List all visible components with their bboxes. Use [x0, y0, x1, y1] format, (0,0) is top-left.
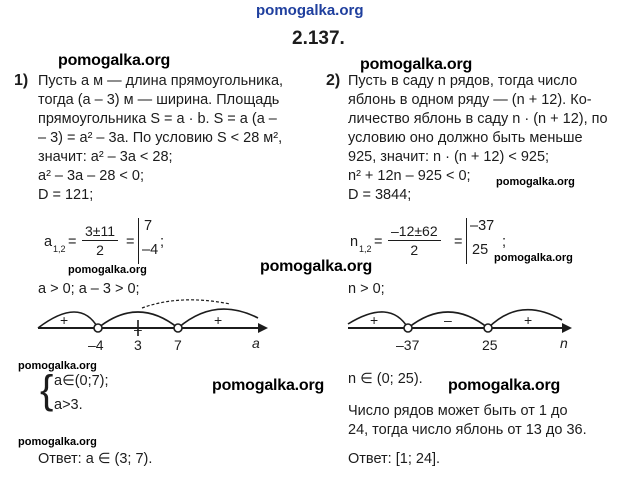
watermark: pomogalka.org	[212, 377, 325, 394]
roots-fraction	[82, 222, 118, 259]
text-line: яблонь в одном ряду — (n + 12). Ко-	[348, 92, 592, 108]
root-value: –37	[470, 218, 495, 234]
problem-number: 2.137.	[292, 28, 345, 49]
sign-label: +	[524, 312, 533, 328]
text-line: – 3) = a² – 3a. По условию S < 28 м²,	[38, 130, 283, 146]
text-line: 24, тогда число яблонь от 13 до 36.	[348, 422, 587, 438]
roots-bar	[138, 218, 141, 264]
open-point	[404, 324, 412, 332]
root-value: –4	[142, 242, 159, 258]
axis-arrow	[258, 323, 268, 333]
watermark: pomogalka.org	[68, 264, 147, 276]
roots-subscript: 1,2	[53, 244, 66, 254]
fraction-denominator: 2	[96, 242, 104, 258]
fraction-numerator: 3±11	[82, 222, 118, 241]
hatch-arc	[142, 300, 230, 308]
watermark: pomogalka.org	[496, 176, 575, 188]
text-line: значит: a² – 3a < 28;	[38, 149, 173, 165]
axis-variable: n	[560, 335, 568, 351]
system-line: a∈(0;7);	[54, 373, 109, 389]
part2-condition: n > 0;	[348, 281, 385, 297]
text-line: a² – 3a – 28 < 0;	[38, 168, 145, 184]
fraction-numerator: –12±62	[388, 222, 441, 241]
part1-text	[38, 72, 283, 205]
part1-answer: Ответ: a ∈ (3; 7).	[38, 451, 153, 467]
part2-result: n ∈ (0; 25).	[348, 371, 423, 387]
sign-label: +	[370, 312, 379, 328]
part1-number-line	[30, 298, 280, 358]
open-point	[174, 324, 182, 332]
open-point	[484, 324, 492, 332]
roots-fraction	[388, 222, 441, 259]
watermark: pomogalka.org	[360, 56, 473, 73]
text-line: Число рядов может быть от 1 до	[348, 403, 568, 419]
tick-label: –37	[396, 337, 420, 353]
roots-var: n	[350, 234, 359, 250]
fraction-denominator: 2	[410, 242, 419, 258]
text-line: Пусть a м — длина прямоугольника,	[38, 73, 284, 89]
part1-number: 1)	[14, 72, 29, 89]
system-line: a>3.	[54, 397, 83, 413]
text-line: тогда (a – 3) м — ширина. Площадь	[38, 92, 280, 108]
watermark: pomogalka.org	[494, 252, 573, 264]
text-line: n² + 12n – 925 < 0;	[348, 168, 471, 184]
sign-label: +	[60, 312, 69, 328]
part2-number: 2)	[326, 72, 341, 89]
text-line: прямоугольника S = a · b. S = a (a –	[38, 111, 277, 127]
axis-variable: a	[252, 335, 260, 351]
roots-var: a	[44, 234, 53, 250]
watermark: pomogalka.org	[448, 377, 561, 394]
tick-label: 7	[174, 337, 182, 353]
text-line: личество яблонь в саду n · (n + 12), по	[348, 111, 608, 127]
watermark: pomogalka.org	[58, 52, 171, 69]
tick-label: –4	[88, 337, 104, 353]
roots-bar	[466, 218, 469, 264]
open-point	[94, 324, 102, 332]
text-line: условию оно должно быть меньше	[348, 130, 583, 146]
watermark: pomogalka.org	[18, 436, 97, 448]
axis-arrow	[562, 323, 572, 333]
text-line: D = 3844;	[348, 187, 412, 203]
watermark: pomogalka.org	[260, 258, 373, 275]
sign-label: +	[214, 312, 223, 328]
site-header: pomogalka.org	[256, 2, 364, 19]
root-value: 25	[472, 242, 489, 258]
part1-condition: a > 0; a – 3 > 0;	[38, 281, 140, 297]
tick-label: 25	[482, 337, 498, 353]
sign-label: –	[444, 312, 452, 328]
root-value: 7	[144, 218, 153, 234]
part2-answer: Ответ: [1; 24].	[348, 451, 441, 467]
system-brace: {	[40, 368, 54, 412]
sign-label: –	[134, 321, 142, 337]
tick-label: 3	[134, 337, 142, 353]
roots-subscript: 1,2	[359, 244, 372, 254]
text-line: D = 121;	[38, 187, 94, 203]
part2-text	[348, 72, 608, 205]
part2-conclusion	[348, 402, 587, 440]
part2-number-line	[340, 298, 580, 358]
watermark: pomogalka.org	[18, 360, 97, 372]
text-line: 925, значит: n · (n + 12) < 925;	[348, 149, 550, 165]
text-line: Пусть в саду n рядов, тогда число	[348, 73, 578, 89]
